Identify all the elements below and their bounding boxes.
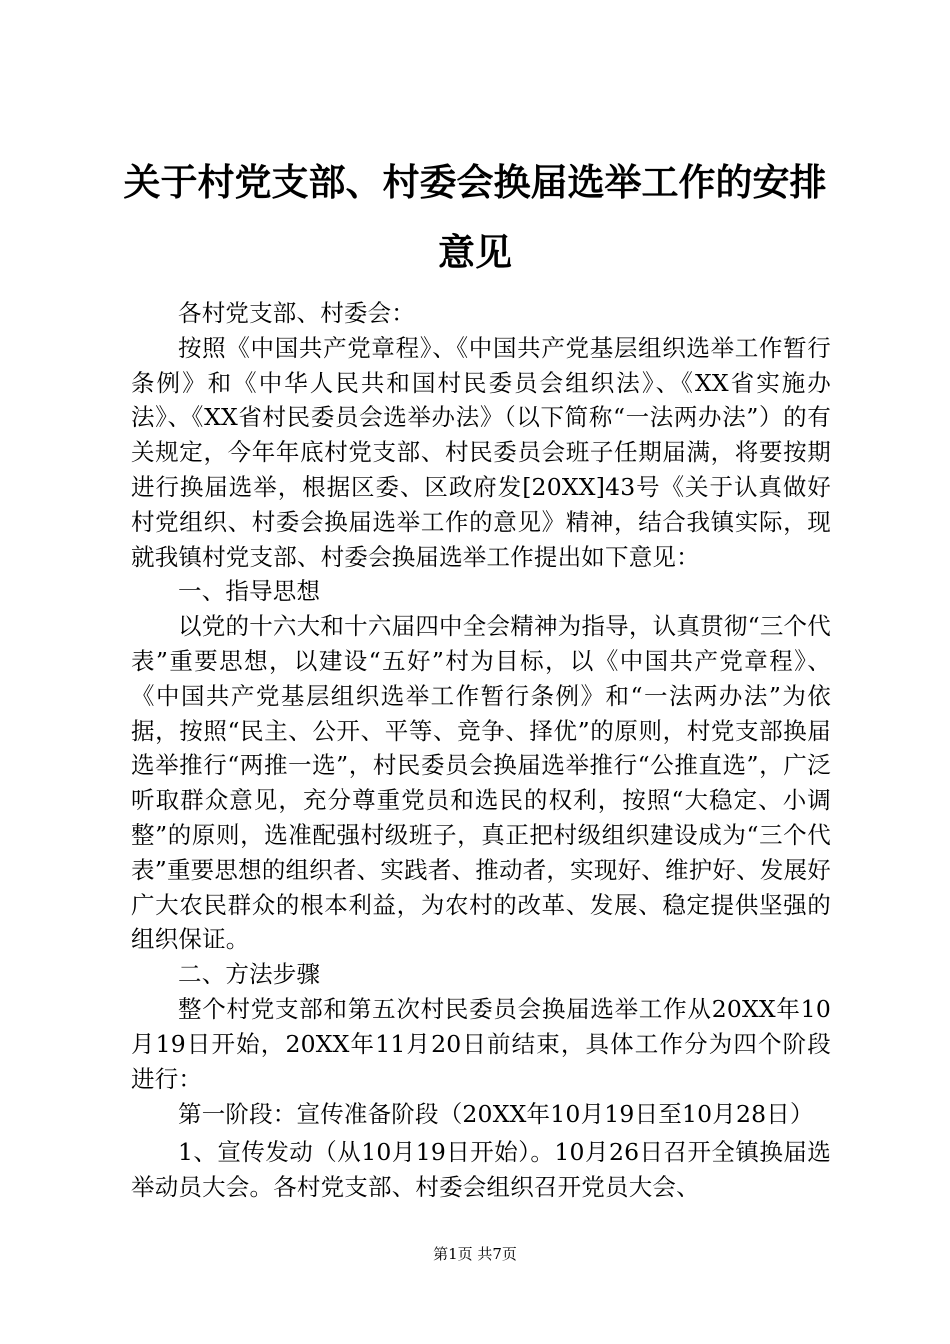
- section-heading-method-steps: 二、方法步骤: [178, 960, 321, 989]
- page-footer: 第1页 共7页: [433, 1245, 517, 1263]
- stage-one-heading: 第一阶段：宣传准备阶段（20XX年10月19日至10月28日）: [178, 1100, 814, 1129]
- method-steps-paragraph: 整个村党支部和第五次村民委员会换届选举工作从20XX年10月19日开始，20XX年11月20日前结束，具体工作分为四个阶段进行：: [131, 994, 831, 1093]
- document-body: [131, 296, 831, 1205]
- guiding-thought-paragraph: 以党的十六大和十六届四中全会精神为指导，认真贯彻“三个代表”重要思想，以建设“五好”村为目标，以《中国共产党章程》、《中国共产党基层组织选举工作暂行条例》和“一法两办法”为依据，按照“民主、公开、平等、竞争、择优”的原则，村党支部换届选举推行“两推一选”，村民委员会换届选举推行“公推直选”，广泛听取群众意见，充分尊重党员和选民的权利，按照“大稳定、小调整”的原则，选准配强村级班子，真正把村级组织建设成为“三个代表”重要思想的组织者、实践者、推动者，实现好、维护好、发展好广大农民群众的根本利益，为农村的改革、发展、稳定提供坚强的组织保证。: [131, 612, 831, 954]
- intro-paragraph: 按照《中国共产党章程》、《中国共产党基层组织选举工作暂行条例》和《中华人民共和国村民委员会组织法》、《XX省实施办法》、《XX省村民委员会选举办法》（以下简称“一法两办法”）的有关规定，今年年底村党支部、村民委员会班子任期届满，将要按期进行换届选举，根据区委、区政府发[20XX]43号《关于认真做好村党组织、村委会换届选举工作的意见》精神，结合我镇实际，现就我镇村党支部、村委会换届选举工作提出如下意见：: [131, 333, 831, 571]
- document-title: 关于村党支部、村委会换届选举工作的安排意见: [123, 161, 827, 274]
- section-heading-guiding-thought: 一、指导思想: [178, 577, 321, 606]
- salutation: 各村党支部、村委会：: [178, 299, 415, 327]
- publicity-item-paragraph: 1、宣传发动（从10月19日开始）。10月26日召开全镇换届选举动员大会。各村党支部、村委会组织召开党员大会、: [131, 1138, 831, 1201]
